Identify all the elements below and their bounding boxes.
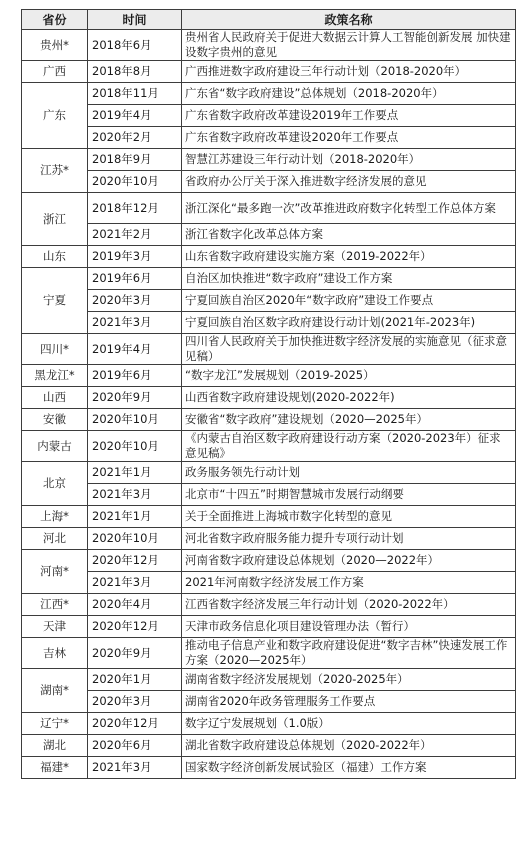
cell-policy-name: 智慧江苏建设三年行动计划（2018-2020年） <box>182 149 516 171</box>
cell-province: 河北 <box>22 528 88 550</box>
cell-date: 2020年3月 <box>88 290 182 312</box>
cell-province: 宁夏 <box>22 268 88 334</box>
cell-province: 浙江 <box>22 193 88 246</box>
cell-date: 2020年10月 <box>88 171 182 193</box>
cell-date: 2019年6月 <box>88 365 182 387</box>
cell-date: 2021年3月 <box>88 572 182 594</box>
table-row <box>22 149 516 171</box>
cell-policy-name: 广东省“数字政府建设”总体规划（2018-2020年） <box>182 83 516 105</box>
table-row <box>22 83 516 105</box>
table-row <box>22 506 516 528</box>
cell-date: 2020年1月 <box>88 669 182 691</box>
cell-policy-name: 河北省数字政府服务能力提升专项行动计划 <box>182 528 516 550</box>
cell-policy-name: 湖南省数字经济发展规划（2020-2025年） <box>182 669 516 691</box>
cell-date: 2021年1月 <box>88 462 182 484</box>
cell-province: 湖南* <box>22 669 88 713</box>
table-row <box>22 61 516 83</box>
cell-province: 黑龙江* <box>22 365 88 387</box>
cell-date: 2021年3月 <box>88 312 182 334</box>
table-header-row <box>22 10 516 30</box>
cell-date: 2020年9月 <box>88 387 182 409</box>
table-row <box>22 171 516 193</box>
header-province: 省份 <box>22 10 88 30</box>
cell-date: 2020年2月 <box>88 127 182 149</box>
table-row <box>22 594 516 616</box>
cell-province: 四川* <box>22 334 88 365</box>
cell-policy-name: 广东省数字政府改革建设2019年工作要点 <box>182 105 516 127</box>
cell-policy-name: 广西推进数字政府建设三年行动计划（2018-2020年） <box>182 61 516 83</box>
cell-province: 山西 <box>22 387 88 409</box>
cell-policy-name: 天津市政务信息化项目建设管理办法（暂行） <box>182 616 516 638</box>
table-row <box>22 757 516 779</box>
cell-date: 2020年10月 <box>88 409 182 431</box>
cell-date: 2020年9月 <box>88 638 182 669</box>
cell-province: 安徽 <box>22 409 88 431</box>
cell-policy-name: 推动电子信息产业和数字政府建设促进“数字吉林”快速发展工作方案（2020—2025年） <box>182 638 516 669</box>
table-row <box>22 409 516 431</box>
table-row <box>22 550 516 572</box>
policy-table-container <box>21 9 515 779</box>
cell-province: 山东 <box>22 246 88 268</box>
cell-date: 2018年8月 <box>88 61 182 83</box>
cell-policy-name: 数字辽宁发展规划（1.0版） <box>182 713 516 735</box>
cell-policy-name: 贵州省人民政府关于促进大数据云计算人工智能创新发展 加快建设数字贵州的意见 <box>182 30 516 61</box>
cell-date: 2021年3月 <box>88 484 182 506</box>
cell-policy-name: 省政府办公厅关于深入推进数字经济发展的意见 <box>182 171 516 193</box>
cell-policy-name: 2021年河南数字经济发展工作方案 <box>182 572 516 594</box>
cell-province: 湖北 <box>22 735 88 757</box>
cell-policy-name: 国家数字经济创新发展试验区（福建）工作方案 <box>182 757 516 779</box>
table-row <box>22 691 516 713</box>
cell-date: 2018年9月 <box>88 149 182 171</box>
cell-province: 江西* <box>22 594 88 616</box>
cell-policy-name: “数字龙江”发展规划（2019-2025） <box>182 365 516 387</box>
cell-policy-name: 湖北省数字政府建设总体规划（2020-2022年） <box>182 735 516 757</box>
header-date: 时间 <box>88 10 182 30</box>
table-row <box>22 193 516 224</box>
cell-province: 辽宁* <box>22 713 88 735</box>
table-row <box>22 224 516 246</box>
table-row <box>22 268 516 290</box>
cell-province: 广东 <box>22 83 88 149</box>
table-row <box>22 669 516 691</box>
cell-policy-name: 政务服务领先行动计划 <box>182 462 516 484</box>
cell-policy-name: 江西省数字经济发展三年行动计划（2020-2022年） <box>182 594 516 616</box>
cell-province: 贵州* <box>22 30 88 61</box>
table-row <box>22 127 516 149</box>
cell-province: 内蒙古 <box>22 431 88 462</box>
cell-policy-name: 湖南省2020年政务管理服务工作要点 <box>182 691 516 713</box>
table-row <box>22 30 516 61</box>
cell-province: 北京 <box>22 462 88 506</box>
cell-date: 2020年12月 <box>88 550 182 572</box>
cell-policy-name: 浙江深化“最多跑一次”改革推进政府数字化转型工作总体方案 <box>182 193 516 224</box>
cell-province: 福建* <box>22 757 88 779</box>
cell-province: 江苏* <box>22 149 88 193</box>
cell-policy-name: 宁夏回族自治区数字政府建设行动计划(2021年-2023年) <box>182 312 516 334</box>
table-row <box>22 290 516 312</box>
cell-province: 天津 <box>22 616 88 638</box>
cell-date: 2021年2月 <box>88 224 182 246</box>
cell-date: 2018年11月 <box>88 83 182 105</box>
cell-date: 2018年12月 <box>88 193 182 224</box>
cell-policy-name: 山西省数字政府建设规划(2020-2022年) <box>182 387 516 409</box>
cell-date: 2020年4月 <box>88 594 182 616</box>
cell-province: 吉林 <box>22 638 88 669</box>
cell-policy-name: 广东省数字政府改革建设2020年工作要点 <box>182 127 516 149</box>
cell-date: 2020年3月 <box>88 691 182 713</box>
cell-date: 2021年3月 <box>88 757 182 779</box>
cell-province: 广西 <box>22 61 88 83</box>
cell-date: 2018年6月 <box>88 30 182 61</box>
table-row <box>22 462 516 484</box>
table-row <box>22 484 516 506</box>
cell-date: 2021年1月 <box>88 506 182 528</box>
policy-table <box>21 9 516 779</box>
cell-policy-name: 山东省数字政府建设实施方案（2019-2022年） <box>182 246 516 268</box>
table-row <box>22 616 516 638</box>
table-row <box>22 572 516 594</box>
table-body <box>22 30 516 779</box>
cell-date: 2019年6月 <box>88 268 182 290</box>
table-row <box>22 246 516 268</box>
cell-policy-name: 关于全面推进上海城市数字化转型的意见 <box>182 506 516 528</box>
cell-date: 2019年3月 <box>88 246 182 268</box>
cell-date: 2020年6月 <box>88 735 182 757</box>
cell-policy-name: 河南省数字政府建设总体规划（2020—2022年） <box>182 550 516 572</box>
table-row <box>22 713 516 735</box>
table-row <box>22 387 516 409</box>
table-row <box>22 365 516 387</box>
cell-policy-name: 宁夏回族自治区2020年“数字政府”建设工作要点 <box>182 290 516 312</box>
cell-policy-name: 《内蒙古自治区数字政府建设行动方案（2020-2023年）征求意见稿》 <box>182 431 516 462</box>
cell-date: 2020年12月 <box>88 616 182 638</box>
cell-policy-name: 浙江省数字化改革总体方案 <box>182 224 516 246</box>
cell-policy-name: 自治区加快推进“数字政府”建设工作方案 <box>182 268 516 290</box>
table-row <box>22 638 516 669</box>
cell-date: 2020年12月 <box>88 713 182 735</box>
cell-policy-name: 安徽省“数字政府”建设规划（2020—2025年） <box>182 409 516 431</box>
cell-policy-name: 北京市“十四五”时期智慧城市发展行动纲要 <box>182 484 516 506</box>
cell-date: 2020年10月 <box>88 528 182 550</box>
table-row <box>22 312 516 334</box>
header-policy-name: 政策名称 <box>182 10 516 30</box>
cell-date: 2019年4月 <box>88 334 182 365</box>
table-row <box>22 528 516 550</box>
cell-province: 上海* <box>22 506 88 528</box>
table-row <box>22 105 516 127</box>
cell-date: 2020年10月 <box>88 431 182 462</box>
cell-date: 2019年4月 <box>88 105 182 127</box>
table-row <box>22 334 516 365</box>
table-row <box>22 735 516 757</box>
table-row <box>22 431 516 462</box>
cell-province: 河南* <box>22 550 88 594</box>
cell-policy-name: 四川省人民政府关于加快推进数字经济发展的实施意见（征求意见稿） <box>182 334 516 365</box>
